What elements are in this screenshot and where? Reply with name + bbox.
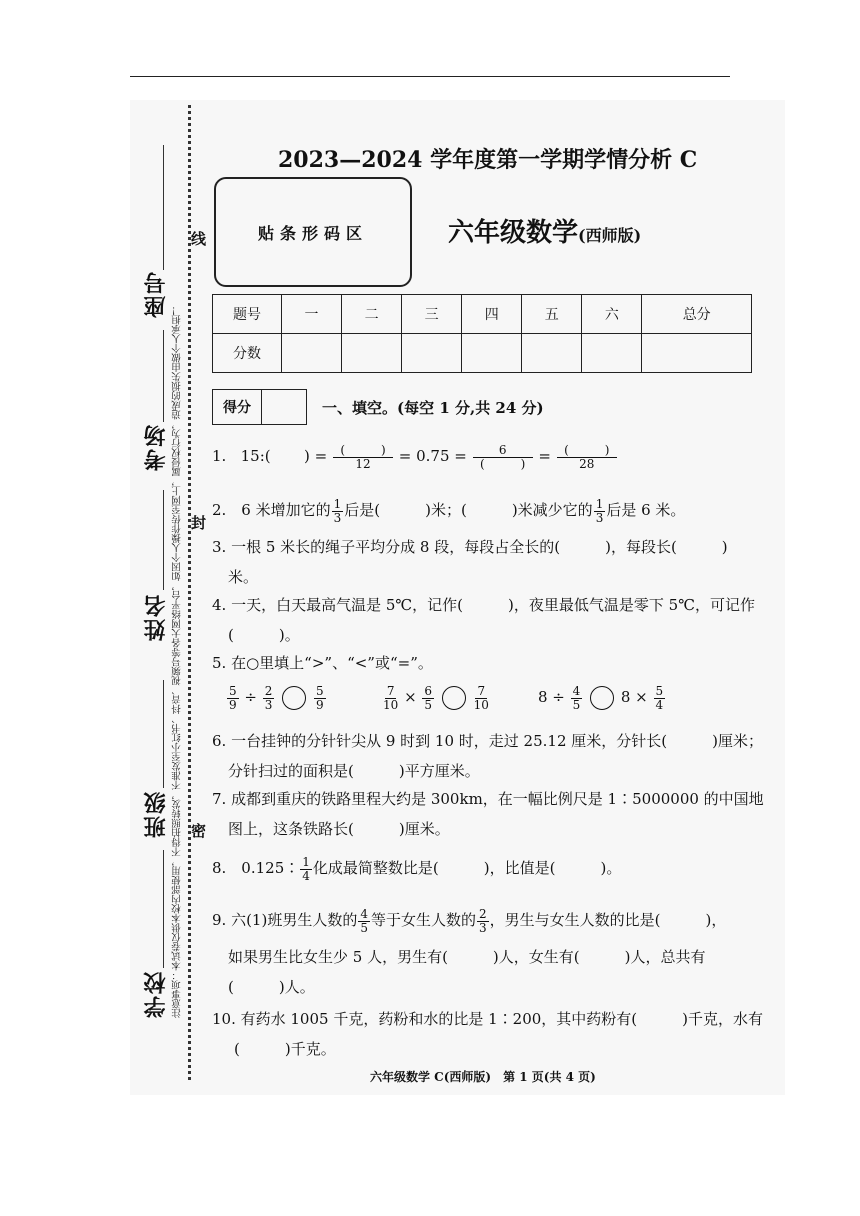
q1-fraction-3: [557, 444, 617, 470]
question-4-line-1: 4. 一天，白天最高气温是 5℃，记作( )，夜里最低气温是零下 5℃，可记作: [212, 596, 755, 614]
seal-mark-seal: 封: [191, 514, 207, 532]
q9-f1-denominator: 5: [360, 920, 368, 935]
score-header-cell: 一: [282, 295, 342, 334]
seal-mark-secret: 密: [191, 822, 207, 840]
q5e1-b-num: 2: [264, 684, 273, 698]
q1-f3-numerator[interactable]: ( ): [557, 444, 617, 458]
question-4-line-2: ( )。: [228, 626, 300, 644]
q9-f2-numerator: 2: [478, 907, 487, 921]
binding-blank-seat: [163, 145, 164, 270]
question-3-line-2: 米。: [228, 568, 259, 586]
q1-text-b: ) =: [304, 447, 328, 466]
score-header-cell: 六: [582, 295, 642, 334]
question-5-expr-2: [382, 685, 490, 711]
q1-number: 1.: [212, 447, 227, 466]
q5e2-c-den: 10: [473, 697, 489, 712]
q2-f2-denominator: 3: [595, 510, 604, 525]
question-10-line-2: ( )千克。: [234, 1040, 336, 1058]
binding-label-name: 姓名: [143, 593, 169, 641]
q5e3-left: 8 ÷: [538, 688, 565, 707]
question-7-line-1: 7. 成都到重庆的铁路里程大约是 300km，在一幅比例尺是 1∶5000000 的中国地: [212, 790, 764, 808]
binding-notice: 注意事项：本试卷仅供本校内部使用，不得拍照转发，不准发至小红书、抖音、视频号等各大网络平台，如因个人操作传至网上，属侵权行为，造成的损失由做个人承担！: [172, 305, 183, 1018]
q2-f1-numerator: 1: [333, 497, 342, 511]
question-7-line-2: 图上，这条铁路长( )厘米。: [228, 820, 450, 838]
q5e3-right: 8 ×: [620, 688, 648, 707]
section-score-field[interactable]: [262, 389, 307, 425]
q5e1-fraction-c: [314, 685, 326, 711]
question-5-expr-3: [538, 685, 666, 711]
exam-title: 2023—2024 学年度第一学期学情分析 C: [278, 147, 698, 173]
q5e2-a-num: 7: [386, 684, 395, 698]
q9-text-b: 等于女生人数的: [370, 911, 476, 930]
question-9-line-2: 如果男生比女生少 5 人，男生有( )人，女生有( )人，总共有: [228, 948, 706, 966]
q8-f-denominator: 4: [302, 868, 310, 883]
question-2: [212, 498, 685, 524]
q5e2-a-den: 10: [383, 697, 399, 712]
score-cell[interactable]: [402, 334, 462, 373]
score-header-cell: 二: [342, 295, 402, 334]
q5e1-c-den: 9: [315, 697, 324, 712]
q5e2-operator: ×: [404, 688, 417, 707]
binding-blank-class: [163, 680, 164, 788]
question-9-line-3: ( )人。: [228, 978, 315, 996]
top-rule: [130, 76, 730, 77]
q5e3-fraction-b: [571, 685, 583, 711]
q5e2-fraction-b: [422, 685, 434, 711]
q9-text-a: 9. 六(1)班男生人数的: [212, 911, 358, 930]
question-5-expr-1: [226, 685, 327, 711]
page-footer: 六年级数学 C(西师版) 第 1 页(共 4 页): [370, 1070, 596, 1084]
score-table: [212, 294, 752, 373]
score-header-cell: 三: [402, 295, 462, 334]
subject-name: 六年级数学: [448, 218, 579, 248]
q5e2-fraction-a: [383, 685, 398, 711]
q5e2-compare-circle[interactable]: [442, 686, 466, 710]
q5e2-b-den: 5: [424, 697, 433, 712]
binding-blank-room: [163, 330, 164, 422]
question-1: [212, 444, 618, 470]
binding-label-seat: 座号: [143, 270, 169, 318]
question-5-text: 5. 在○里填上“>”、“<”或“=”。: [212, 654, 433, 672]
section-title: 一、填空。(每空 1 分,共 24 分): [322, 399, 544, 417]
q5e1-b-den: 3: [264, 697, 273, 712]
q5e1-a-den: 9: [229, 697, 237, 712]
q1-f2-denominator[interactable]: ( ): [479, 456, 526, 471]
binding-blank-school: [163, 850, 164, 968]
q5e2-fraction-c: [474, 685, 489, 711]
question-10-line-1: 10. 有药水 1005 千克，药粉和水的比是 1∶200，其中药粉有( )千克，水有: [212, 1010, 763, 1028]
score-cell[interactable]: [522, 334, 582, 373]
q5e2-c-num: 7: [477, 684, 486, 698]
q5e3-compare-circle[interactable]: [590, 686, 614, 710]
score-table-header-row: [213, 295, 752, 334]
subject-edition: (西师版): [578, 226, 642, 245]
score-cell[interactable]: [642, 334, 752, 373]
q5e2-b-num: 6: [424, 684, 433, 698]
q1-f3-denominator: 28: [579, 456, 595, 471]
q1-text-d: =: [538, 447, 551, 466]
q9-f2-denominator: 3: [478, 920, 487, 935]
score-cell[interactable]: [282, 334, 342, 373]
q5e1-fraction-a: [227, 685, 239, 711]
question-6-line-1: 6. 一台挂钟的分针针尖从 9 时到 10 时，走过 25.12 厘米，分针长( )厘米；: [212, 732, 763, 750]
question-9-line-1: [212, 908, 726, 934]
q1-text-a: 15:(: [240, 447, 271, 466]
binding-label-class: 班级: [143, 790, 169, 838]
section-score-label: 得分: [212, 389, 262, 425]
score-header-cell: 四: [462, 295, 522, 334]
question-6-line-2: 分针扫过的面积是( )平方厘米。: [228, 762, 480, 780]
score-cell[interactable]: [582, 334, 642, 373]
q5e3-b-den: 5: [572, 697, 581, 712]
q1-f2-numerator: 6: [473, 444, 533, 458]
q2-text-c: 后是 6 米。: [606, 501, 686, 520]
q5e1-fraction-b: [263, 685, 275, 711]
score-row-label: 分数: [213, 334, 282, 373]
score-cell[interactable]: [462, 334, 522, 373]
score-cell[interactable]: [342, 334, 402, 373]
binding-label-room: 考场: [143, 423, 169, 471]
score-table-score-row: [213, 334, 752, 373]
q8-fraction: [300, 856, 312, 882]
section-score-box: [212, 389, 307, 425]
q2-text-a: 2. 6 米增加它的: [212, 501, 331, 520]
q9-f1-numerator: 4: [360, 907, 368, 921]
binding-label-school: 学校: [143, 970, 169, 1018]
seal-mark-line: 线: [191, 230, 207, 248]
question-3-line-1: 3. 一根 5 米长的绳子平均分成 8 段，每段占全长的( )，每段长( ): [212, 538, 728, 556]
q9-text-c: ，男生与女生人数的比是( )，: [489, 911, 727, 930]
q8-text-b: 化成最简整数比是( )，比值是( )。: [312, 859, 622, 878]
q2-fraction-1: [332, 498, 344, 524]
score-header-cell: 五: [522, 295, 582, 334]
barcode-area: 贴条形码区: [214, 177, 412, 287]
q5e3-b-num: 4: [572, 684, 581, 698]
q1-f1-denominator: 12: [355, 456, 371, 471]
q9-fraction-2: [477, 908, 489, 934]
q5e1-compare-circle[interactable]: [282, 686, 306, 710]
q8-f-numerator: 1: [302, 855, 310, 869]
subject-title: [448, 212, 641, 249]
binding-blank-name: [163, 490, 164, 590]
score-header-cell: 总分: [642, 295, 752, 334]
score-header-cell: 题号: [213, 295, 282, 334]
q2-f2-numerator: 1: [595, 497, 604, 511]
q1-f1-numerator[interactable]: ( ): [333, 444, 393, 458]
q9-fraction-1: [358, 908, 370, 934]
q5e3-d-den: 4: [655, 697, 664, 712]
question-8: [212, 856, 621, 882]
q5e3-fraction-d: [654, 685, 666, 711]
q2-fraction-2: [594, 498, 606, 524]
q5e1-operator: ÷: [244, 688, 257, 707]
q2-f1-denominator: 3: [333, 510, 342, 525]
q5e3-d-num: 5: [655, 684, 664, 698]
q1-fraction-1: [333, 444, 393, 470]
q1-fraction-2: [473, 444, 533, 470]
binding-dotted-line: [188, 105, 191, 1080]
q5e1-c-num: 5: [315, 684, 324, 698]
q8-text-a: 8. 0.125∶: [212, 859, 300, 878]
q2-text-b: 后是( )米；( )米减少它的: [344, 501, 593, 520]
q5e1-a-num: 5: [229, 684, 237, 698]
q1-text-c: = 0.75 =: [398, 447, 467, 466]
